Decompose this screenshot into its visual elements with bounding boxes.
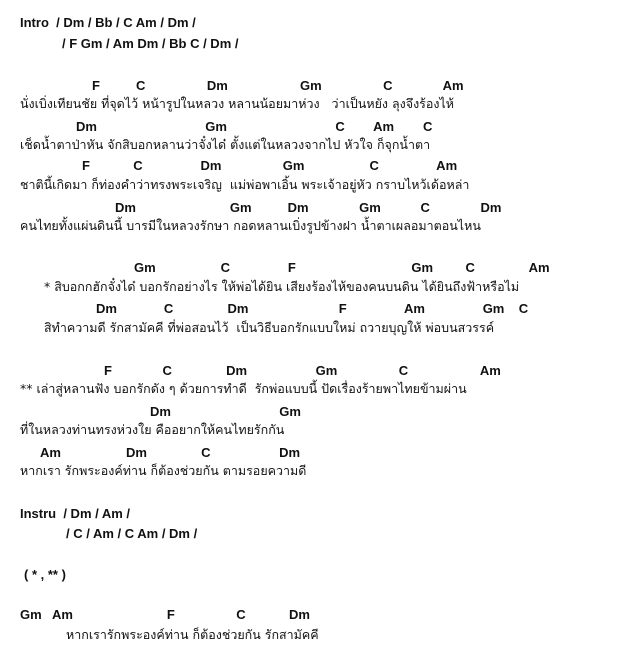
verse1-lyric-1: นั่งเบิ่งเทียนชัย ที่จุดไว้ หน้ารูปในหลวง หลานน้อยมาห่วง ว่าเป็นหยัง ลุงจึงร้องไห้: [20, 96, 455, 111]
intro-line-2: / F Gm / Am Dm / Bb C / Dm /: [62, 36, 239, 51]
chorus2-chords-3: Am Dm C Dm: [40, 445, 301, 460]
chorus1-lyric-1: * สิบอกกฮักจั๋งได๋ บอกรักอย่างไร ให้พ่อได้ยิน เสียงร้องไห้ของคนบนดิน ได้ยินถึงฟ้าหรือไม่: [44, 279, 520, 294]
instru-line-1: Instru / Dm / Am /: [20, 506, 131, 521]
repeat-marker: ( * , ** ): [24, 567, 66, 582]
instru-line-2: / C / Am / C Am / Dm /: [66, 526, 198, 541]
chorus2-chords-1: F C Dm Gm C Am: [104, 363, 501, 378]
chorus1-lyric-2: สิทำความดี รักสามัคคี ที่พ่อสอนไว้ เป็นวิธีบอกรักแบบใหม่ ถวายบุญให้ พ่อบนสวรรค์: [44, 320, 495, 335]
chorus2-chords-2: Dm Gm: [150, 404, 301, 419]
verse1-chords-4: Dm Gm Dm Gm C Dm: [115, 200, 502, 215]
chorus2-lyric-2: ที่ในหลวงท่านทรงห่วงใย คืออยากให้คนไทยรักกัน: [20, 422, 285, 437]
verse1-lyric-3: ชาตินี้เกิดมา ก็ท่องคำว่าทรงพระเจริญ แม่พ่อพาเอิ้น พระเจ้าอยู่หัว กราบไหว้เด้อหล่า: [20, 177, 470, 192]
chorus2-lyric-1: ** เล่าสู่หลานฟัง บอกรักดัง ๆ ด้วยการทำดี รักพ่อแบบนี้ ปัดเรื่องร้ายพาไทยข้ามผ่าน: [20, 381, 467, 396]
chorus2-lyric-3: หากเรา รักพระองค์ท่าน ก็ต้องช่วยกัน ตามรอยความดี: [20, 463, 307, 478]
verse1-lyric-2: เช็ดน้ำตาป่าหัน จักสิบอกหลานว่าจั๋งได๋ ตั้งแต่ในหลวงจากไป หัวใจ ก็จุกน้ำตา: [20, 137, 431, 152]
outro-lyric-1: หากเรารักพระองค์ท่าน ก็ต้องช่วยกัน รักสามัคคี: [66, 627, 319, 642]
verse1-chords-1: F C Dm Gm C Am: [92, 78, 464, 93]
outro-chords-1: Gm Am F C Dm: [20, 607, 310, 622]
verse1-chords-2: Dm Gm C Am C: [76, 119, 433, 134]
chorus1-chords-1: Gm C F Gm C Am: [134, 260, 550, 275]
verse1-chords-3: F C Dm Gm C Am: [82, 158, 458, 173]
verse1-lyric-4: คนไทยทั้งแผ่นดินนี้ บารมีในหลวงรักษา กอดหลานเบิ่งรูปข้างฝา น้ำตาเผลอมาตอนไหน: [20, 218, 481, 233]
chorus1-chords-2: Dm C Dm F Am Gm C: [96, 301, 529, 316]
intro-line-1: Intro / Dm / Bb / C Am / Dm /: [20, 15, 196, 30]
